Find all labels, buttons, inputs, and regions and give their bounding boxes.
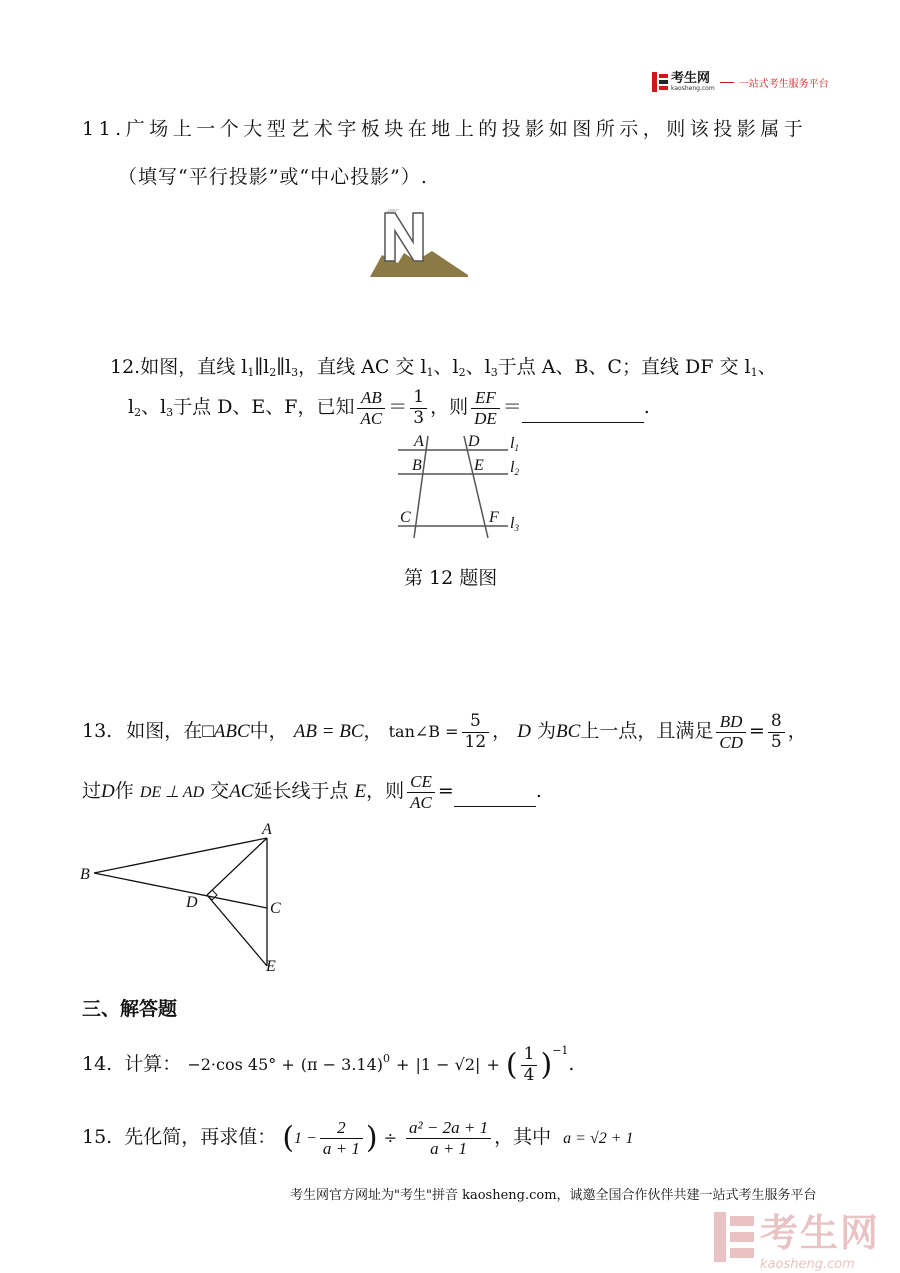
line-df — [464, 436, 488, 538]
frac-den: 12 — [464, 731, 487, 752]
q11-line2 — [118, 162, 428, 189]
q15-div: ÷ — [383, 1128, 397, 1148]
q12-frac-ab-ac — [357, 388, 385, 428]
frac-num: CE — [407, 772, 435, 793]
q14-line — [82, 1044, 574, 1085]
label-E: E — [474, 457, 484, 474]
label-l2: l2 — [510, 459, 519, 477]
q13-text: 为 — [537, 720, 557, 743]
q12-text: ，则 — [430, 396, 469, 419]
q14-abs: |1 − √2| — [415, 1055, 481, 1074]
q12-frac-1-3 — [410, 388, 427, 428]
q13-line2 — [82, 772, 542, 812]
q11-line1 — [82, 114, 807, 141]
q15-frac-2 — [320, 1118, 363, 1158]
q13-text: 过 — [82, 780, 102, 803]
brand-slogan: 一站式考生服务平台 — [738, 78, 829, 90]
brand-url: kaosheng.com — [671, 85, 715, 92]
q11-text1: 广场上一个大型艺术字板块在地上的投影如图所示，则该投影属于 — [125, 118, 808, 140]
label-C: C — [270, 900, 281, 917]
q13-text: 中， — [249, 720, 288, 743]
brand-divider — [720, 82, 734, 83]
q12-eq: ＝ — [502, 396, 522, 419]
q12-text: 、l — [465, 356, 491, 378]
q12-sub: 3 — [166, 406, 174, 420]
frac-num: 1 — [410, 388, 427, 409]
q13-text: 作 — [114, 780, 134, 803]
q12-sub: 2 — [269, 366, 277, 379]
q11-n-shadow-figure — [368, 205, 472, 279]
q13-text: 交 — [210, 780, 230, 803]
q14-expr: −2·cos 45° + — [187, 1055, 295, 1074]
q13-e: E — [354, 781, 367, 803]
q12-end: . — [643, 396, 650, 419]
q12-line2 — [128, 388, 650, 428]
frac-den: AC — [360, 408, 383, 428]
frac-num: 8 — [768, 712, 785, 733]
q15-paren-close: ) — [365, 1120, 378, 1156]
q13-tan: tan∠B = — [388, 722, 459, 742]
q12-number: 12. — [110, 356, 141, 378]
section-title: 三、解答题 — [82, 998, 178, 1020]
q13-text: ， — [492, 720, 512, 743]
footer-text: 考生网官方网址为"考生"拼音 kaosheng.com，诚邀全国合作伙伴共建一站式考生服务平台 — [290, 1188, 817, 1203]
q12-text: 、 — [757, 356, 777, 378]
q12-text: ∥l — [276, 356, 292, 378]
q12-sub: 3 — [291, 366, 299, 379]
q14-sup: 0 — [383, 1052, 390, 1065]
q12-caption: 第 12 题图 — [404, 567, 498, 589]
q12-text: ，直线 AC 交 l — [298, 356, 427, 378]
label-B: B — [80, 866, 90, 883]
watermark — [714, 1202, 880, 1272]
q11-number: 11. — [82, 118, 126, 140]
q12-sub: 1 — [426, 366, 434, 379]
q13-text: 延长线于点 — [253, 780, 349, 803]
q14-paren-close: ) — [540, 1047, 553, 1083]
frac-num: 5 — [462, 712, 490, 733]
label-A: A — [262, 821, 272, 838]
seg-BC — [94, 873, 267, 908]
frac-num: BD — [716, 712, 746, 733]
q14-expr: + — [396, 1055, 410, 1074]
frac-num: EF — [471, 388, 500, 409]
q13-line1 — [82, 712, 807, 752]
q12-sub: 3 — [490, 366, 498, 379]
q12-sub: 2 — [134, 406, 142, 420]
q14-paren-open: ( — [505, 1047, 518, 1083]
frac-den: a + 1 — [322, 1138, 360, 1158]
seg-AD — [207, 838, 267, 895]
label-l3: l3 — [510, 515, 519, 533]
q13-eq-ab: AB = BC — [293, 721, 364, 743]
label-B: B — [412, 457, 422, 474]
q13-d: D — [101, 781, 115, 803]
q13-text: ， — [787, 720, 807, 743]
q13-frac-ce-ac — [407, 772, 435, 812]
label-D: D — [186, 894, 198, 911]
q13-text: ， — [363, 720, 383, 743]
line-ac — [414, 436, 428, 538]
q12-text: 如图，直线 l — [140, 356, 248, 378]
q12-text: 于点 D、E、F，已知 — [173, 396, 355, 419]
frac-num: a² − 2a + 1 — [406, 1118, 491, 1139]
watermark-text — [760, 1202, 880, 1272]
q13-answer-blank[interactable] — [454, 784, 536, 807]
watermark-mark-icon — [714, 1212, 754, 1262]
label-A: A — [414, 433, 424, 450]
q15-paren-open: ( — [282, 1120, 295, 1156]
q12-text: l — [128, 396, 135, 419]
q13-perp: DE ⊥ AD — [139, 784, 205, 802]
q12-text: 于点 A、B、C；直线 DF 交 l — [497, 356, 751, 378]
q13-diagram — [76, 818, 296, 978]
q12-answer-blank[interactable] — [522, 400, 644, 423]
frac-den: DE — [474, 408, 497, 428]
frac-num: 1 — [521, 1045, 538, 1066]
frac-num: AB — [357, 388, 385, 409]
q13-eq: = — [437, 780, 454, 803]
q15-label: 先化简，再求值： — [124, 1126, 277, 1149]
q14-number: 14. — [82, 1053, 113, 1075]
q15-tail: ，其中 — [494, 1126, 552, 1149]
q12-frac-ef-de — [471, 388, 500, 428]
right-angle-mark — [207, 890, 217, 900]
q13-text: 如图，在 — [126, 720, 203, 743]
frac-den: AC — [410, 792, 432, 812]
q13-frac-8-5 — [768, 712, 785, 752]
q13-end: . — [535, 780, 542, 803]
q15-expr: 1 − — [294, 1130, 317, 1148]
brand-name: 考生网 — [671, 71, 711, 86]
q12-sub: 1 — [247, 366, 255, 379]
q14-end: . — [568, 1053, 575, 1075]
q14-sup: −1 — [552, 1044, 569, 1057]
q13-frac-5-12 — [462, 712, 490, 752]
label-E: E — [266, 958, 276, 975]
q12-sub: 2 — [458, 366, 466, 379]
label-F: F — [489, 509, 499, 526]
frac-den: CD — [719, 732, 743, 752]
frac-den: 5 — [770, 731, 782, 752]
seg-BA — [94, 838, 267, 873]
watermark-url: kaosheng.com — [760, 1257, 855, 1272]
label-C: C — [400, 509, 411, 526]
q12-text: 、l — [433, 356, 459, 378]
q13-frac-bd-cd — [716, 712, 746, 752]
q14-expr: + — [486, 1055, 500, 1074]
q11-text2: （填写“平行投影”或“中心投影”）. — [118, 166, 428, 188]
brand-logo — [652, 72, 829, 92]
label-l1: l1 — [510, 435, 519, 453]
watermark-name: 考生网 — [760, 1211, 881, 1255]
frac-den: a + 1 — [430, 1138, 468, 1158]
q12-text: 、l — [141, 396, 167, 419]
q14-label: 计算： — [124, 1053, 182, 1075]
q15-number: 15. — [82, 1126, 113, 1149]
q13-eq: = — [748, 720, 765, 743]
q14-frac-1-4 — [521, 1045, 538, 1085]
q13-text: 上一点，且满足 — [580, 720, 714, 743]
q12-sub: 1 — [750, 366, 758, 379]
q13-number: 13. — [82, 720, 113, 743]
q12-line1 — [110, 352, 777, 379]
q13-bc: BC — [556, 721, 581, 743]
q15-frac-main — [406, 1118, 491, 1158]
brand-text — [671, 72, 715, 92]
q13-d: D — [517, 721, 531, 743]
frac-den: 4 — [523, 1064, 535, 1085]
q13-text: ，则 — [366, 780, 405, 803]
q14-expr: (π − 3.14) — [300, 1055, 383, 1074]
q12-eq: ＝ — [388, 396, 408, 419]
q13-triangle: □ABC — [202, 721, 250, 743]
q13-ac: AC — [229, 781, 254, 803]
q12-text: ∥l — [254, 356, 270, 378]
frac-den: 3 — [413, 407, 425, 428]
label-D: D — [468, 433, 480, 450]
q15-line — [82, 1118, 634, 1158]
frac-num: 2 — [320, 1118, 363, 1139]
brand-mark-icon — [652, 72, 668, 92]
q15-cond: a = √2 + 1 — [563, 1130, 634, 1148]
q12-diagram — [392, 432, 532, 542]
